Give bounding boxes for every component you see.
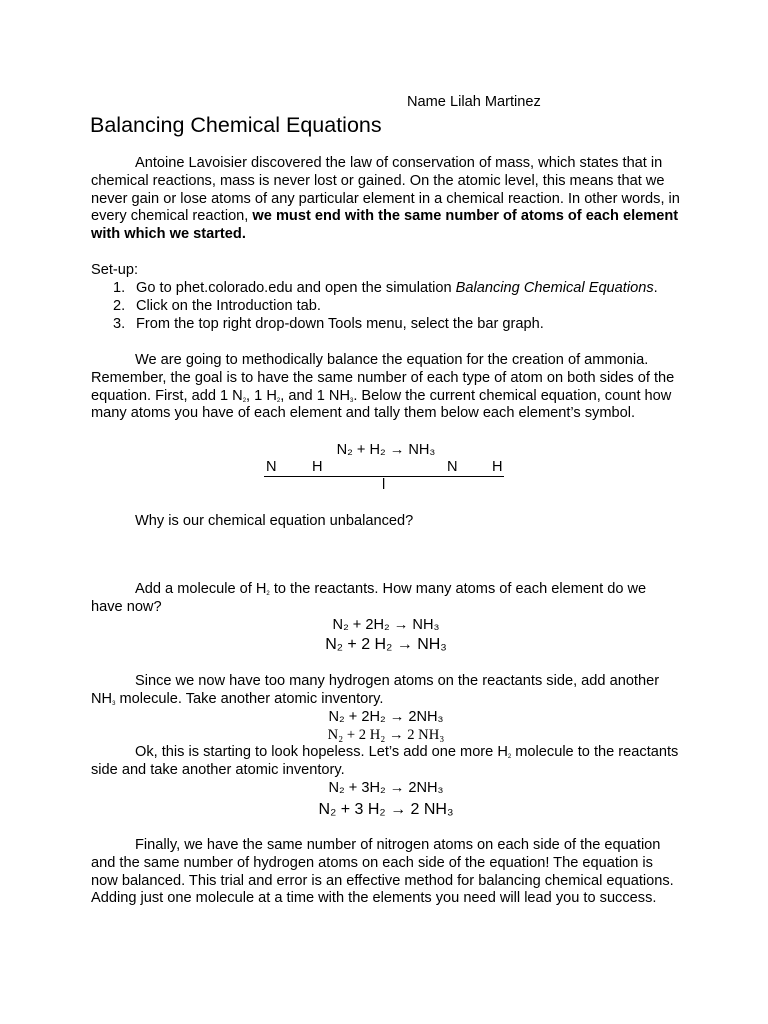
- equation-4-large: N₂ + 3 H₂ → 2 NH₃: [318, 801, 454, 818]
- subscript: 2: [276, 397, 281, 404]
- ammonia-intro-text: . Below the current chemical equation, count how many atoms you have of each element and tally them below each element’s symbol.: [91, 387, 672, 422]
- step-text: Click on the Introduction tab.: [136, 297, 321, 314]
- equation-3-small: N₂ + 2H₂ → 2NH₃: [328, 709, 444, 725]
- simulation-name: Balancing Chemical Equations: [455, 280, 654, 296]
- conclusion-paragraph: Finally, we have the same number of nitrogen atoms on each side of the equation and the same number of hydrogen atoms on each side of the equation! The equation is now balanced. This trial and error is an effective method for balancing chemical equations. Adding just one molecule at a time with the elements you need will lead you to success.: [91, 837, 674, 907]
- hopeless-text: Ok, this is starting to look hopeless. Let’s add one more H: [135, 744, 508, 760]
- equation-2-small: N₂ + 2H₂ → NH₃: [332, 617, 440, 633]
- question-unbalanced: Why is our chemical equation unbalanced?: [135, 513, 414, 529]
- intro-paragraph: [91, 155, 681, 244]
- intro-text: Antoine Lavoisier discovered the law of conservation of mass, which states that in chemical reactions, mass is never lost or gained. On the atomic level, this means that we never gain or lose atoms of any particular element in a chemical reaction. In other words, in every chemical reaction,: [91, 155, 680, 225]
- add-h2-text: Add a molecule of H: [135, 581, 267, 597]
- equation-2-large: N₂ + 2 H₂ → NH₃: [325, 636, 447, 653]
- step-text-end: .: [653, 280, 658, 296]
- intro-bold-text: we must end with the same number of atoms of each element with which we started.: [91, 208, 679, 243]
- setup-step: [91, 298, 681, 316]
- setup-step: [91, 316, 681, 334]
- step-number: 1.: [113, 280, 126, 296]
- page-title: Balancing Chemical Equations: [90, 113, 382, 137]
- student-name: Name Lilah Martinez: [407, 94, 541, 110]
- step-text: Go to phet.colorado.edu and open the simulation: [136, 280, 456, 296]
- step-text: From the top right drop-down Tools menu, select the bar graph.: [136, 315, 544, 332]
- ammonia-intro-text: , 1 H: [246, 387, 277, 404]
- step-number: 3.: [113, 315, 126, 332]
- add-nh3-paragraph: [91, 673, 681, 709]
- tally-h-left: H: [312, 459, 323, 475]
- add-nh3-text: Since we now have too many hydrogen atoms on the reactants side, add another NH: [91, 673, 660, 707]
- tally-h-right: H: [492, 459, 503, 475]
- equation-1: N₂ + H₂ → NH₃: [336, 442, 436, 458]
- setup-steps: [91, 280, 681, 333]
- hopeless-paragraph: [91, 744, 681, 780]
- setup-step: [91, 280, 681, 298]
- tally-n-right: N: [447, 459, 458, 475]
- tally-mark: l: [382, 477, 386, 493]
- subscript: 2: [507, 754, 512, 760]
- subscript: 3: [349, 397, 354, 404]
- ammonia-intro-text: We are going to methodically balance the equation for the creation of ammonia. Remember, the goal is to have the same number of each type of atom on both sides of the equation. First, add 1 N: [91, 352, 675, 404]
- hopeless-text: molecule to the reactants side and take another atomic inventory.: [91, 744, 679, 778]
- ammonia-intro-paragraph: [91, 352, 681, 423]
- add-h2-text: to the reactants. How many atoms of each element do we have now?: [91, 581, 647, 615]
- add-h2-paragraph: [91, 581, 681, 617]
- add-nh3-text: molecule. Take another atomic inventory.: [115, 690, 384, 707]
- step-number: 2.: [113, 297, 126, 314]
- subscript: 2: [266, 591, 270, 597]
- subscript: 2: [242, 397, 247, 404]
- equation-3-serif: N₂ + 2 H₂ → 2 NH₃: [327, 727, 445, 743]
- ammonia-intro-text: , and 1 NH: [280, 387, 350, 404]
- setup-label: Set-up:: [91, 262, 139, 278]
- equation-4-small: N₂ + 3H₂ → 2NH₃: [328, 780, 444, 796]
- tally-n-left: N: [266, 459, 277, 475]
- subscript: 3: [112, 700, 116, 707]
